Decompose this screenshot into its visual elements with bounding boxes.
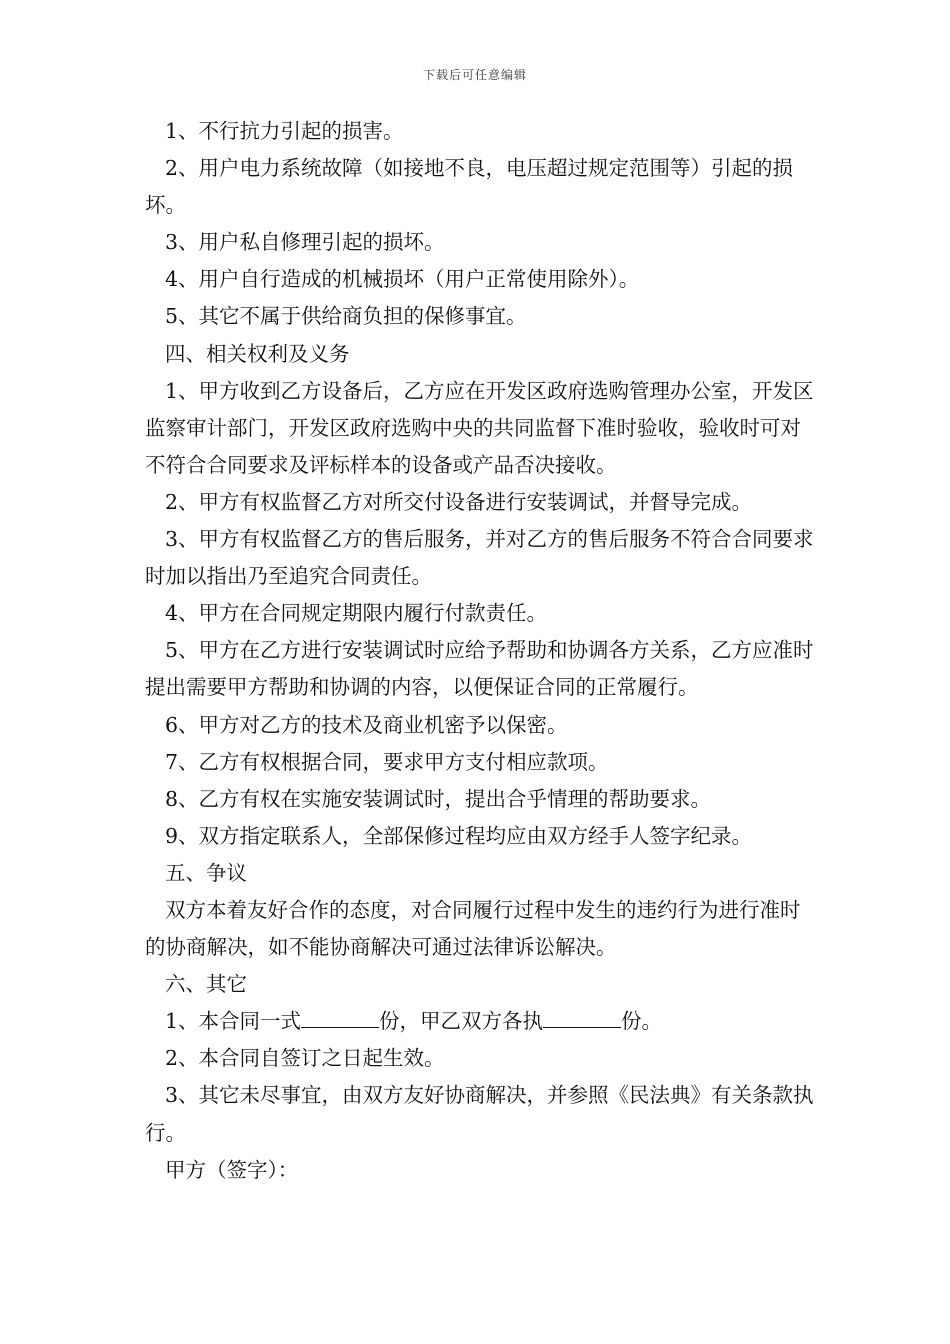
section-6-clause-3: 3、其它未尽事宜，由双方友好协商解决，并参照《民法典》有关条款执行。 bbox=[145, 1083, 814, 1145]
clause-exclusion-2: 2、用户电力系统故障（如接地不良，电压超过规定范围等）引起的损坏。 bbox=[145, 156, 794, 218]
section-6-clause-1 bbox=[145, 1003, 815, 1040]
copies-total-blank[interactable] bbox=[301, 1005, 379, 1028]
section-5-title: 五、争议 bbox=[165, 860, 247, 885]
copies-text-b: 份，甲乙双方各执 bbox=[379, 1009, 544, 1034]
section-5-body: 双方本着友好合作的态度，对合同履行过程中发生的违约行为进行准时的协商解决，如不能协商解决可通过法律诉讼解决。 bbox=[145, 897, 801, 960]
section-4-clause-3: 3、甲方有权监督乙方的售后服务，并对乙方的售后服务不符合合同要求时加以指出乃至追究合同责任。 bbox=[145, 527, 814, 589]
section-4-clause-2: 2、甲方有权监督乙方对所交付设备进行安装调试，并督导完成。 bbox=[165, 489, 753, 514]
header-note: 下载后可任意编辑 bbox=[422, 68, 527, 82]
copies-text-c: 份。 bbox=[621, 1009, 663, 1034]
section-6-title: 六、其它 bbox=[165, 972, 247, 997]
section-4-clause-7: 7、乙方有权根据合同，要求甲方支付相应款项。 bbox=[165, 749, 609, 774]
contract-body bbox=[145, 113, 815, 1189]
section-4-clause-6: 6、甲方对乙方的技术及商业机密予以保密。 bbox=[165, 712, 568, 737]
section-4-clause-4: 4、甲方在合同规定期限内履行付款责任。 bbox=[165, 601, 548, 626]
section-4-clause-9: 9、双方指定联系人，全部保修过程均应由双方经手人签字纪录。 bbox=[165, 823, 753, 848]
section-4-clause-8: 8、乙方有权在实施安装调试时，提出合乎情理的帮助要求。 bbox=[165, 786, 712, 811]
clause-exclusion-4: 4、用户自行造成的机械损坏（用户正常使用除外）。 bbox=[165, 267, 640, 292]
party-a-signature-label: 甲方（签字）： bbox=[165, 1157, 299, 1182]
clause-exclusion-3: 3、用户私自修理引起的损坏。 bbox=[165, 230, 445, 255]
section-4-clause-1: 1、甲方收到乙方设备后，乙方应在开发区政府选购管理办公室，开发区监察审计部门，开发区政府选购中央的共同监督下准时验收，验收时可对不符合合同要求及评标样本的设备或产品否决接收。 bbox=[145, 378, 814, 477]
copies-each-blank[interactable] bbox=[543, 1005, 621, 1028]
copies-text-a: 1、本合同一式 bbox=[165, 1009, 302, 1034]
section-4-clause-5: 5、甲方在乙方进行安装调试时应给予帮助和协调各方关系，乙方应准时提出需要甲方帮助和协调的内容，以便保证合同的正常履行。 bbox=[145, 638, 814, 700]
section-6-clause-2: 2、本合同自签订之日起生效。 bbox=[165, 1046, 445, 1071]
section-4-title: 四、相关权利及义务 bbox=[165, 341, 350, 366]
clause-exclusion-1: 1、不行抗力引起的损害。 bbox=[165, 119, 404, 143]
clause-exclusion-5: 5、其它不属于供给商负担的保修事宜。 bbox=[165, 304, 527, 329]
